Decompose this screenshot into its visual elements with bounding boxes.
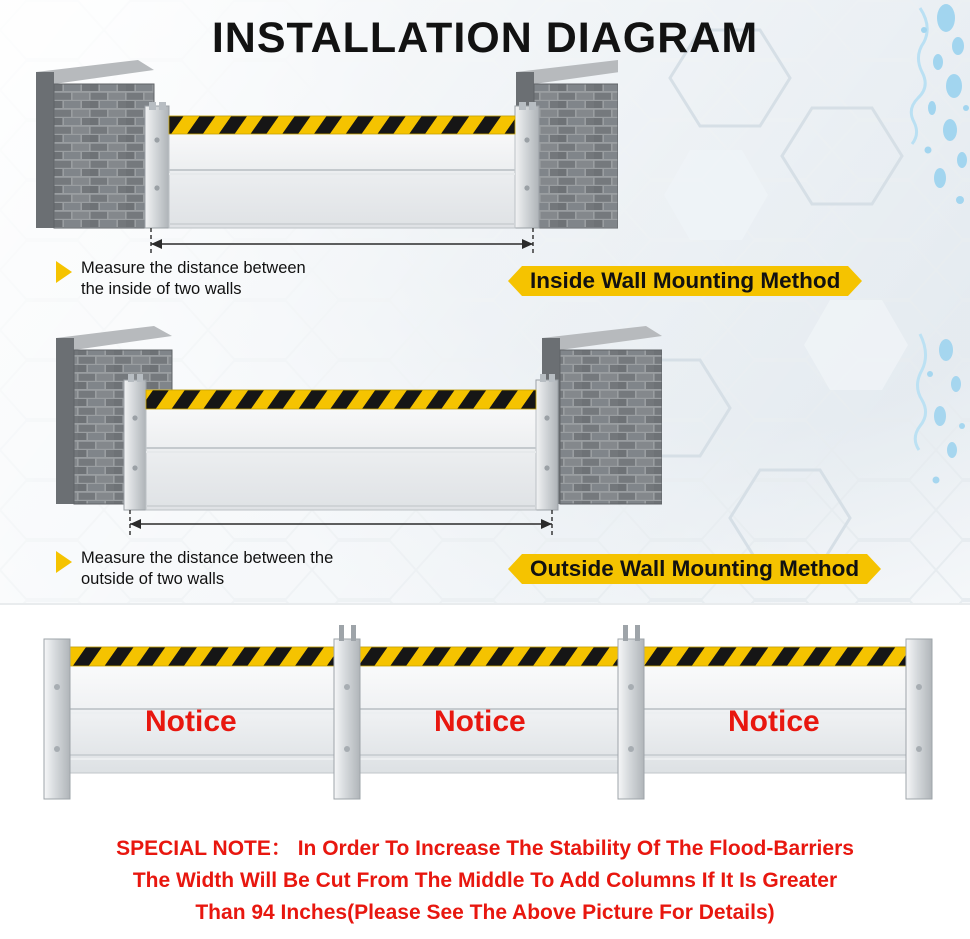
- dimension-line: [130, 510, 552, 536]
- outside-method-banner: [508, 554, 881, 584]
- special-note-line1: SPECIAL NOTE： In Order To Increase The Stability Of The Flood-Barriers: [116, 837, 854, 860]
- outside-measure-label: [56, 548, 476, 590]
- right-mounting-post: [536, 374, 558, 510]
- dimension-line: [151, 228, 533, 256]
- banner-left-tip-icon: [508, 554, 522, 584]
- inside-measure-text: [81, 258, 306, 300]
- middle-column-2: [618, 625, 644, 799]
- inside-method-label: Inside Wall Mounting Method: [530, 268, 841, 293]
- flood-barrier-panel: [146, 390, 536, 510]
- banner-bar: [522, 266, 848, 296]
- notice-label-2: Notice: [434, 705, 526, 738]
- outside-measure-text: [81, 548, 333, 590]
- inside-measure-line1: Measure the distance between: [81, 259, 306, 277]
- left-end-column: [44, 639, 70, 799]
- banner-right-tip-icon: [867, 554, 881, 584]
- left-mounting-post: [124, 374, 146, 510]
- outside-method-label: Outside Wall Mounting Method: [530, 556, 860, 581]
- left-brick-pillar: [36, 60, 154, 228]
- special-note: [0, 833, 970, 929]
- outside-wall-diagram-graphic: [42, 322, 662, 544]
- outside-measure-line1: Measure the distance between the: [81, 549, 334, 567]
- section-divider: [0, 603, 970, 605]
- yellow-arrow-icon: [56, 261, 72, 283]
- right-mounting-post: [515, 102, 539, 228]
- inside-wall-diagram-graphic: [18, 58, 618, 258]
- special-note-line3: Than 94 Inches(Please See The Above Picture For Details): [195, 900, 775, 924]
- inside-measure-label: [56, 258, 456, 300]
- left-mounting-post: [145, 102, 169, 228]
- middle-column-1: [334, 625, 360, 799]
- notice-label-3: Notice: [728, 705, 820, 738]
- right-end-column: [906, 639, 932, 799]
- page-title: INSTALLATION DIAGRAM: [211, 14, 759, 62]
- notice-label-1: Notice: [145, 705, 237, 738]
- inside-method-banner: [508, 266, 862, 296]
- inside-measure-line2: the inside of two walls: [81, 280, 242, 299]
- banner-right-tip-icon: [848, 266, 862, 296]
- banner-left-tip-icon: [508, 266, 522, 296]
- special-note-line2: The Width Will Be Cut From The Middle To Add Columns If It Is Greater: [132, 868, 838, 892]
- right-brick-pillar: [542, 326, 662, 504]
- banner-bar: [522, 554, 867, 584]
- outside-measure-line2: outside of two walls: [81, 570, 225, 589]
- flood-barrier-panel: [169, 116, 515, 228]
- yellow-arrow-icon: [56, 551, 72, 573]
